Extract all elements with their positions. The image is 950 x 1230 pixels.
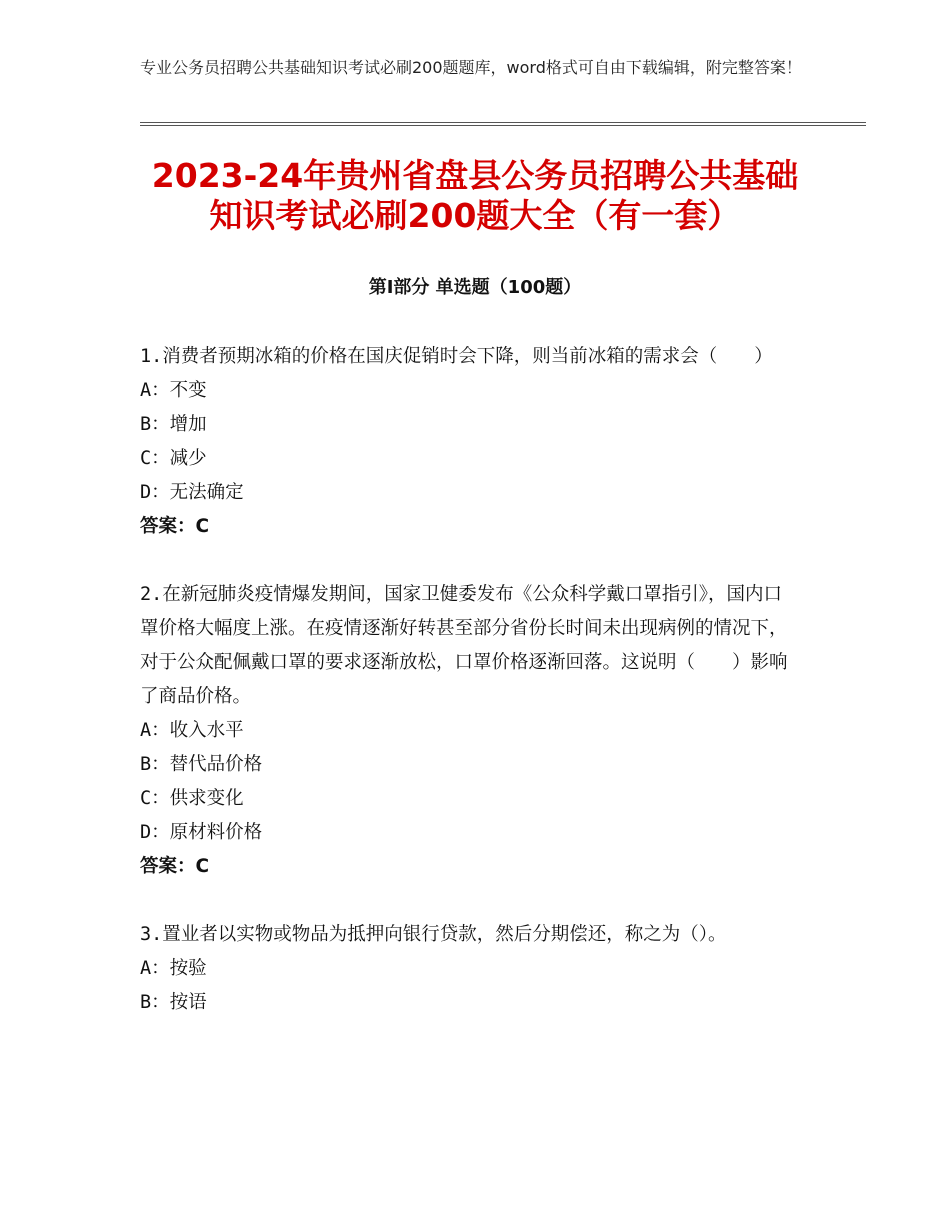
question-2	[140, 578, 800, 884]
question-1	[140, 340, 800, 544]
title-line-2: 知识考试必刷200题大全（有一套）	[209, 196, 741, 235]
answer: 答案：C	[140, 856, 210, 877]
answer: 答案：C	[140, 516, 210, 537]
option-b: B：按语	[140, 992, 207, 1013]
question-list	[140, 340, 800, 1054]
question-stem: 1.消费者预期冰箱的价格在国庆促销时会下降，则当前冰箱的需求会（ ）	[140, 346, 773, 367]
document-title	[120, 156, 830, 236]
option-c: C：供求变化	[140, 788, 244, 809]
question-stem: 2.在新冠肺炎疫情爆发期间，国家卫健委发布《公众科学戴口罩指引》，国内口罩价格大幅度上涨。在疫情逐渐好转甚至部分省份长时间未出现病例的情况下，对于公众配佩戴口罩的要求逐渐放松，口罩价格逐渐回落。这说明（ ）影响了商品价格。	[140, 584, 788, 707]
section-heading: 第Ⅰ部分 单选题（100题）	[368, 277, 582, 298]
title-line-1: 2023-24年贵州省盘县公务员招聘公共基础	[151, 156, 799, 195]
question-3	[140, 918, 800, 1020]
option-a: A：按验	[140, 958, 207, 979]
option-c: C：减少	[140, 448, 207, 469]
header-divider-bottom	[140, 125, 866, 126]
header-divider-top	[140, 122, 866, 123]
option-d: D：原材料价格	[140, 822, 263, 843]
option-b: B：增加	[140, 414, 207, 435]
option-a: A：不变	[140, 380, 207, 401]
question-stem: 3.置业者以实物或物品为抵押向银行贷款，然后分期偿还，称之为（）。	[140, 924, 727, 945]
header-note: 专业公务员招聘公共基础知识考试必刷200题题库，word格式可自由下载编辑，附完整答案！	[140, 58, 802, 77]
option-d: D：无法确定	[140, 482, 244, 503]
option-b: B：替代品价格	[140, 754, 263, 775]
option-a: A：收入水平	[140, 720, 244, 741]
